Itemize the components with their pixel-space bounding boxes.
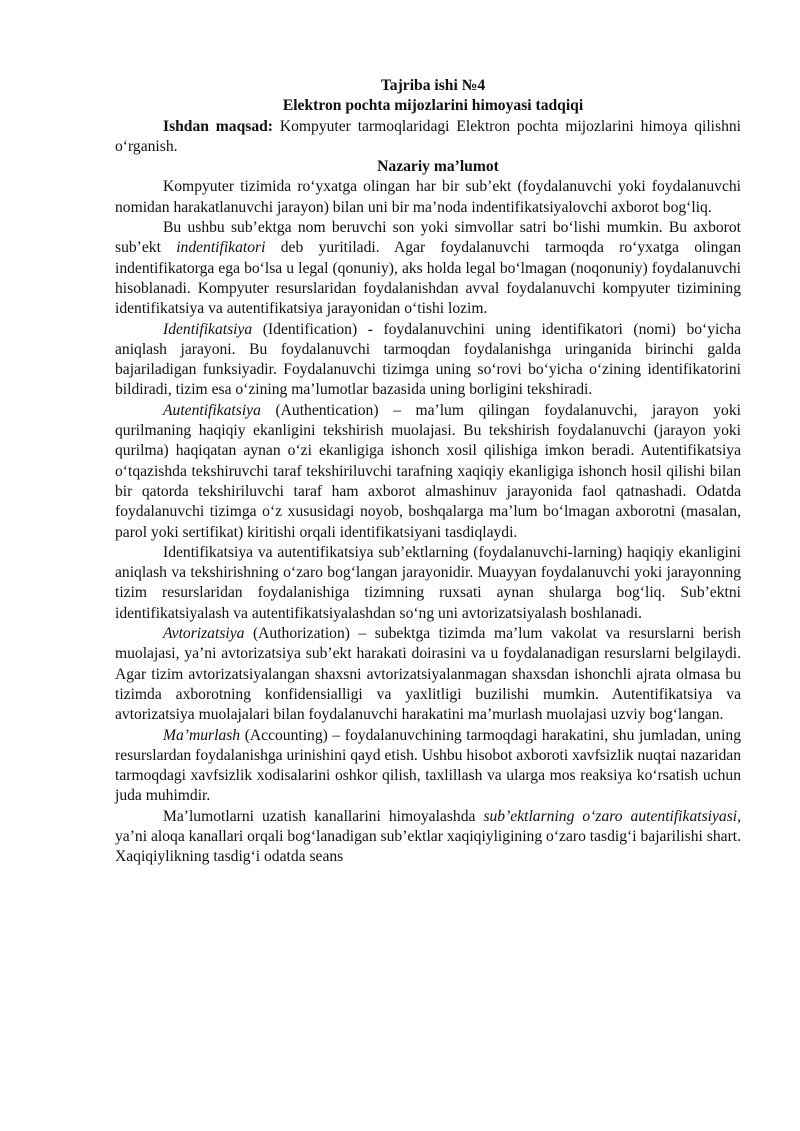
paragraph-identification xyxy=(115,320,741,401)
p8-text-b: , yaʼni aloqa kanallari orqali bogʻlanadigan subʼektlar xaqiqiyligining oʻzaro tasdigʻi bajarilishi shart. Xaqiqiylikning tasdigʻi odatda seans xyxy=(115,807,741,866)
term-indentifikatori: indentifikatori xyxy=(176,239,266,257)
lab-subtitle: Elektron pochta mijozlarini himoyasi tadqiqi xyxy=(282,97,584,115)
document-page xyxy=(115,76,741,868)
term-identifikatsiya: Identifikatsiya xyxy=(163,320,253,338)
paragraph-authentication xyxy=(115,401,741,543)
p3-text: (Identification) - foydalanuvchini uning identifikatori (nomi) boʻyicha aniqlash jarayoni. Bu foydalanuvchi tarmoqdan foydalanishga uringanida birinchi galda bajariladigan funksiyadir. Foydalanuvchi tizimga uning soʻrovi boʻyicha oʻzining identifikatorini bildiradi, tizim esa oʻzining maʼlumotlar bazasida uning borligini tekshiradi. xyxy=(115,320,741,399)
p2-text-a: Bu ushbu subʼektga nom beruvchi son yoki simvollar satri boʻlishi mumkin. Bu axborot subʼekt xyxy=(115,219,741,257)
p7-text: (Accounting) – foydalanuvchining tarmoqdagi harakatini, shu jumladan, uning resurslardan foydalanishga urinishini qayd etish. Ushbu hisobot axboroti xavfsizlik nuqtai nazaridan tarmoqdagi xavfsizlik xodisalarini oshkor qilish, taxlillash va ularga mos reaksiya koʻrsatish uchun juda muhimdir. xyxy=(115,726,741,805)
paragraph-subject: Kompyuter tizimida roʻyxatga olingan har bir subʼekt (foydalanuvchi yoki foydalanuvchi nomidan harakatlanuvchi jarayon) bilan uni bir maʼnoda indentifikatsiyalovchi axborot bogʻliq. xyxy=(115,178,741,216)
paragraph-accounting xyxy=(115,726,741,807)
paragraph-identifier xyxy=(115,218,741,319)
paragraph-authorization xyxy=(115,624,741,725)
term-mamurlash: Maʼmurlash xyxy=(163,726,241,744)
p6-text: (Authorization) – subektga tizimda maʼlum vakolat va resurslarni berish muolajasi, yaʼni avtorizatsiya subʼekt harakati doirasini va u foydalanadigan resurslarni belgilaydi. Agar tizim avtorizatsiyalangan shaxsni avtorizatsiyalanmagan shaxsdan ishonchli ajrata olmasa bu tizimda axborotning konfidensialligi va yaxlitligi buzilishi mumkin. Autentifikatsiya va avtorizatsiya muolajalari bilan foydalanuvchi harakatini maʼmurlash muolajasi uzviy bogʻlangan. xyxy=(115,625,741,724)
term-avtorizatsiya: Avtorizatsiya xyxy=(163,625,245,643)
paragraph-id-and-auth: Identifikatsiya va autentifikatsiya subʼektlarning (foydalanuvchi-larning) haqiqiy ekanligini aniqlash va tekshirishning oʻzaro bogʻlangan jarayonidir. Muayyan foydalanuvchi yoki jarayonning tizim resurslaridan foydalanishiga tizimning ruxsati aynan shularga bogʻliq. Subʼektni identifikatsiyalash va autentifikatsiyalashdan soʻng uni avtorizatsiyalash boshlanadi. xyxy=(115,543,741,622)
p2-text-b: deb yuritiladi. Agar foydalanuvchi tarmoqda roʻyxatga olingan indentifikatorga ega boʻlsa u legal (qonuniy), aks holda legal boʻlmagan (noqonuniy) foydalanuvchi hisoblanadi. Kompyuter resurslaridan foydalanishdan avval foydalanuvchi kompyuter tizimining identifikatsiya va autentifikatsiya jarayonidan oʻtishi lozim. xyxy=(115,239,741,318)
theory-heading: Nazariy maʼlumot xyxy=(377,158,499,176)
term-mutual-authentication: subʼektlarning oʻzaro autentifikatsiyasi xyxy=(483,807,738,825)
term-autentifikatsiya: Autentifikatsiya xyxy=(163,401,261,419)
goal-text: Kompyuter tarmoqlaridagi Elektron pochta mijozlarini himoya qilishni oʻrganish. xyxy=(115,117,741,155)
lab-title: Tajriba ishi №4 xyxy=(380,77,486,94)
paragraph-mutual-auth xyxy=(115,807,741,868)
goal-label: Ishdan maqsad: xyxy=(163,117,273,135)
p4-text: (Authentication) – maʼlum qilingan foydalanuvchi, jarayon yoki qurilmaning haqiqiy ekanligini tekshirish muolajasi. Bu tekshirish foydalanuvchi (jarayon yoki qurilma) haqiqatan aynan oʻzi ekanligiga ishonch xosil qilishiga imkon beradi. Autentifikatsiya oʻtqazishda tekshiruvchi taraf tekshiriluvchi tarafning xaqiqiy ekanligiga ishonch hosil qilishi bilan bir qatorda tekshiriluvchi taraf ham axborot almashinuv jarayonida faol qatnashadi. Odatda foydalanuvchi tizimga oʻz xususidagi noyob, boshqalarga maʼlum boʻlmagan axborotni (masalan, parol yoki sertifikat) kiritishi orqali identifikatsiyani tasdiqlaydi. xyxy=(115,401,741,541)
goal-paragraph xyxy=(115,117,741,158)
p8-text-a: Maʼlumotlarni uzatish kanallarini himoyalashda xyxy=(163,807,484,825)
